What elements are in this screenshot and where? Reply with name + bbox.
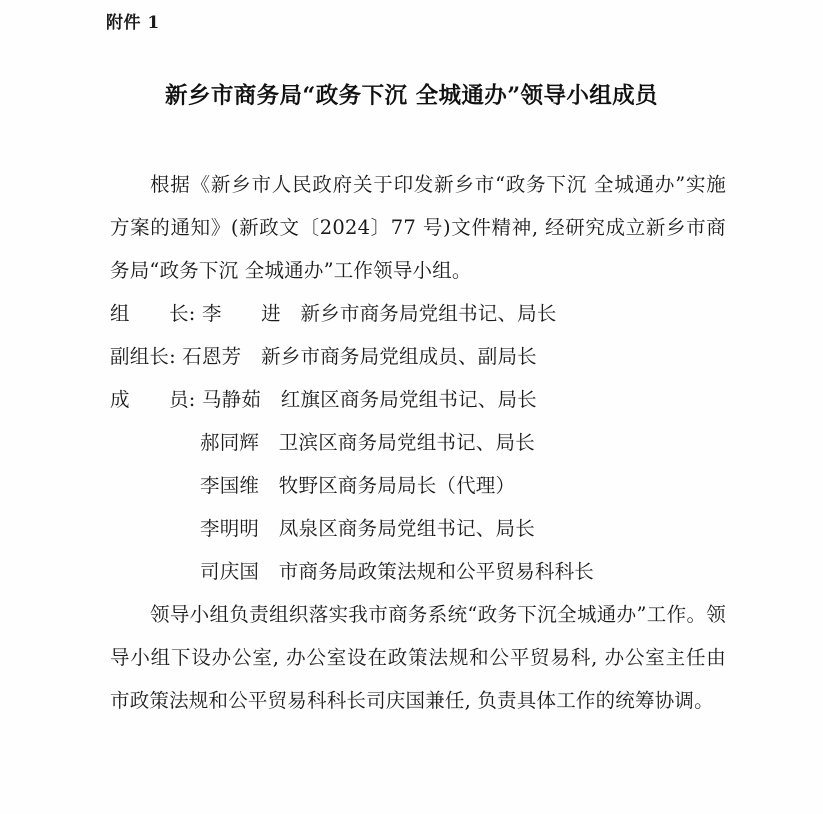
roster-line: 司庆国 市商务局政策法规和公平贸易科科长 (200, 560, 595, 583)
document-body (110, 163, 726, 722)
roster-line: 李国维 牧野区商务局局长（代理） (200, 474, 516, 497)
roster-line: 副组长: 石恩芳 新乡市商务局党组成员、副局长 (110, 345, 537, 368)
page-title: 新乡市商务局“政务下沉 全城通办”领导小组成员 (165, 83, 658, 109)
paragraph-duties: 领导小组负责组织落实我市商务系统“政务下沉全城通办”工作。领导小组下设办公室, 办公室设在政策法规和公平贸易科, 办公室主任由市政策法规和公平贸易科科长司庆国兼任, 负责具体工作的统筹协调。 (110, 603, 726, 712)
paragraph-basis: 根据《新乡市人民政府关于印发新乡市“政务下沉 全城通办”实施方案的通知》(新政文〔2024〕77 号)文件精神, 经研究成立新乡市商务局“政务下沉 全城通办”工作领导小组。 (110, 173, 726, 282)
attachment-label: 附件 1 (106, 13, 160, 33)
roster-line: 成 员: 马静茹 红旗区商务局党组书记、局长 (110, 388, 537, 411)
roster-line: 组 长: 李 进 新乡市商务局党组书记、局长 (110, 302, 557, 325)
roster-line: 郝同辉 卫滨区商务局党组书记、局长 (200, 431, 535, 454)
leadership-roster (110, 292, 726, 593)
roster-line: 李明明 凤泉区商务局党组书记、局长 (200, 517, 535, 540)
